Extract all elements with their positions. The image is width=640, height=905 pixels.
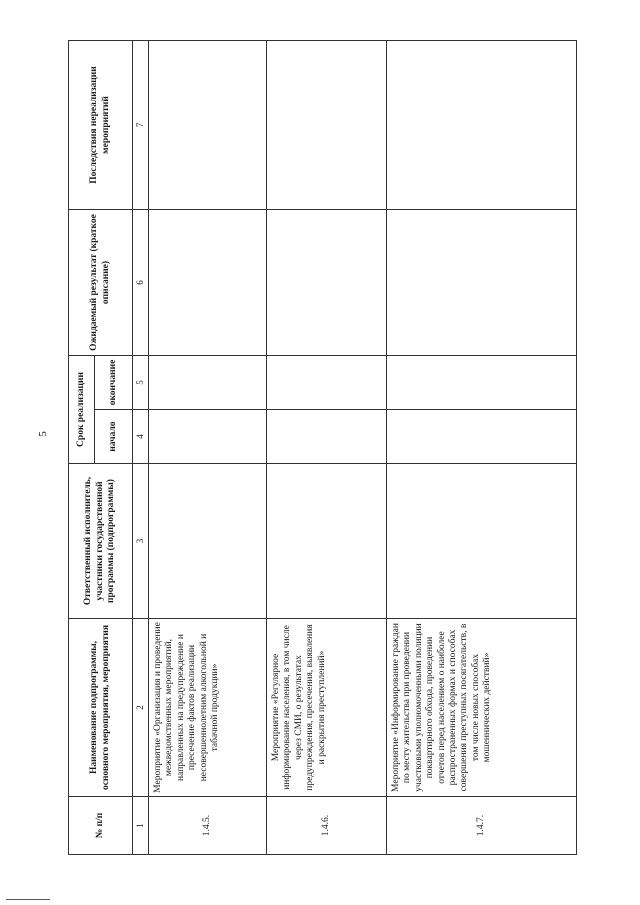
column-number: 3 bbox=[133, 464, 149, 619]
header-start: начало bbox=[95, 410, 133, 464]
column-number: 6 bbox=[133, 210, 149, 356]
table-row bbox=[149, 41, 267, 855]
row-activity-name: Мероприятие «Организация и проведение межведомственных мероприятий, направленных на предупреждение и пресечение фактов реализации несовершеннолетним алкогольной и табачной продукции» bbox=[149, 619, 267, 797]
row-executor bbox=[149, 464, 267, 619]
program-table-wrapper bbox=[68, 41, 576, 855]
column-number: 4 bbox=[133, 410, 149, 464]
row-consequences bbox=[267, 41, 387, 210]
row-end bbox=[387, 356, 577, 410]
row-executor bbox=[267, 464, 387, 619]
header-name: Наименование подпрограммы, основного мероприятия, мероприятия bbox=[69, 619, 133, 797]
row-result bbox=[149, 210, 267, 356]
header-term: Срок реализации bbox=[69, 356, 95, 464]
header-result: Ожидаемый результат (краткое описание) bbox=[69, 210, 133, 356]
column-number: 5 bbox=[133, 356, 149, 410]
table-row bbox=[387, 41, 577, 855]
row-consequences bbox=[387, 41, 577, 210]
header-consequences: Последствия нереализации мероприятий bbox=[69, 41, 133, 210]
column-number: 2 bbox=[133, 619, 149, 797]
row-number: 1.4.5. bbox=[149, 797, 267, 855]
row-result bbox=[267, 210, 387, 356]
row-start bbox=[267, 410, 387, 464]
row-end bbox=[149, 356, 267, 410]
row-activity-name: Мероприятие «Информирование граждан по месту жительства при проведении участковыми уполномоченными полиции поквартирного обхода, проведении отчетов перед населением о наиболее распространенных формах и способах совершения преступных посягательств, в том числе новых способах мошеннических действий» bbox=[387, 619, 577, 797]
table-row bbox=[267, 41, 387, 855]
row-end bbox=[267, 356, 387, 410]
row-start bbox=[387, 410, 577, 464]
row-activity-name: Мероприятие «Регулярное информирование населения, в том числе через СМИ, о результатах предупреждения, пресечения, выявления и раскрытия преступлений» bbox=[267, 619, 387, 797]
row-start bbox=[149, 410, 267, 464]
header-num: № п/п bbox=[69, 797, 133, 855]
row-number: 1.4.7. bbox=[387, 797, 577, 855]
row-number: 1.4.6. bbox=[267, 797, 387, 855]
page-number: 5 bbox=[36, 431, 49, 437]
row-result bbox=[387, 210, 577, 356]
row-consequences bbox=[149, 41, 267, 210]
header-executor: Ответственный исполнитель, участники государственной программы (подпрограммы) bbox=[69, 464, 133, 619]
footer-rule bbox=[6, 899, 50, 900]
header-row-top bbox=[69, 41, 95, 855]
row-executor bbox=[387, 464, 577, 619]
column-number: 1 bbox=[133, 797, 149, 855]
program-activities-table bbox=[68, 40, 577, 855]
column-number-row bbox=[133, 41, 149, 855]
header-end: окончание bbox=[95, 356, 133, 410]
column-number: 7 bbox=[133, 41, 149, 210]
